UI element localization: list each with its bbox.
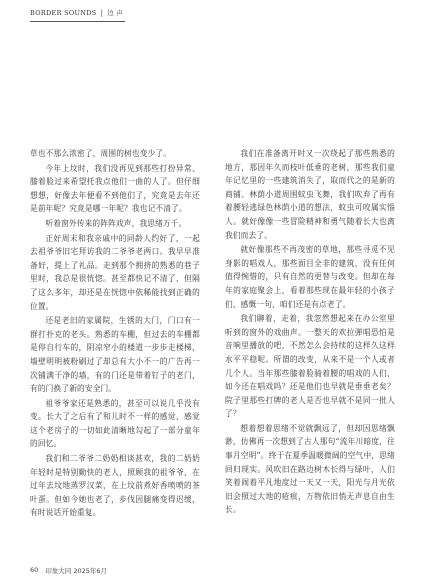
header-separator: | [100, 8, 104, 17]
paragraph: 想着想着思绪不觉就飘远了，但却因思绪飘渺，仿佛再一次想到了古人那句“流年川暗度，往事月空明”。终于在夏季温暖微阔的空气中，思绪回归现实。风吹旧在路边树木长得与绿叶，人们笑着闹着平凡地度过一天又一天，阳光与月光依旧会照过大地的疮痕，万物依旧悄无声息自由生长。 [225, 423, 395, 515]
paragraph: 听着窗外传来的阵阵戏声，我思绪万千。 [45, 218, 187, 228]
left-column [30, 147, 200, 521]
section-title-en: BORDER SOUNDS [30, 8, 97, 17]
running-header [30, 8, 123, 17]
paragraph: 祖爷爷家还是熟悉的，甚至可以说几乎没有变。长大了之后有了和儿时不一样的感觉，感觉这个老房子的一切如此清晰地勾起了一部分童年的回忆。 [30, 398, 200, 449]
paragraph: 还是老旧的家属院，生锈的大门，门口有一群打扑克的老头。熟悉的车棚，但过去的车棚都是停自行车的，阴凉窄小的楼道一步步走楼梯，墙壁明明被粉刷过了却总有大小不一的广告再一次铺满干净的墙，有的门还是带着钉子的老门，有的门换了新的安全门。 [30, 316, 200, 394]
paragraph: 就好像那些不再茂密的草地，那些寻觅不见身影的唱戏人，那些面目全非的建筑，没有任何值得惋惜的，只有自然的更替与改变。但却在每年的家庭聚会上，看着那些现在最年轻的小孩子们，感慨一句，咱们还是有点老了。 [225, 245, 395, 309]
section-title-cn: 边 声 [107, 9, 124, 17]
paragraph: 今年上坟时，我们没再见到那些打扮异常、膝着脸过来希望托我点他们一曲的人了。但仔细想想，好像去年便看不到他们了，究竟是去年还是前年呢？究竟是哪一年呢？我也记不清了。 [30, 163, 200, 214]
paragraph: 我们在准备离开时又一次绕起了那些熟悉的地方，那因年久而枝叶低垂的老树，那些我们童年记忆里的一些建筑消失了，取而代之的是新的商铺。林荫小道周围蚊虫飞舞，我们吹弃了再有着腰轻逃绿色林荫小道的想法，蚊虫可咬属实惱人。就好像像一些冒险精神和勇气随着长大也离我们而去了。 [225, 149, 395, 240]
paragraph: 草也不那么浓密了，周围的树也变少了。 [30, 149, 172, 158]
publication-name: 印象大同 2025年6月 [45, 567, 108, 575]
paragraph: 我们聊着，走着，我忽然想起来在办公室里听到的窗外的戏曲声。一整天的欢拉弹唱恐怕是音响里播放的吧，不然怎么会持续的这样久这样水平平稳呢。所谓的改变，从来不是一个人或者几个人。当年那些膝着脸骑着腰的唱戏的人们，如今还在唱戏吗？还是他们也早就是垂垂老矣？院子里那些打牌的老人是否也早就不是同一批人了？ [225, 314, 395, 419]
header-rule [30, 21, 125, 22]
page-number: 60 [30, 566, 39, 574]
right-column [225, 147, 395, 518]
paragraph: 正好周末和我亲戚中的同龄人约好了，一起去祖爷爷旧宅拜访我的二爷爷老两口。我早早准备好，提上了礼品。走到那个拥挤的熟悉的巷子里时，我总是很恍惚。甚至都快记不清了，但隔了这么多年，却还是在恍惚中依稀能找到正确的位置。 [30, 233, 200, 311]
page-footer [30, 566, 107, 575]
paragraph: 我们和二爷爷二奶奶相谈甚欢，我的二奶奶年轻时是特别勤快的老人，照顾我的祖爷爷，在过年去坟地蒸罗汉菜，在上坟前煮好香喷喷的茶叶蛋。但如今她也老了，步伐因腿痛变得迟缓，有时说话开始重复。 [30, 454, 200, 518]
